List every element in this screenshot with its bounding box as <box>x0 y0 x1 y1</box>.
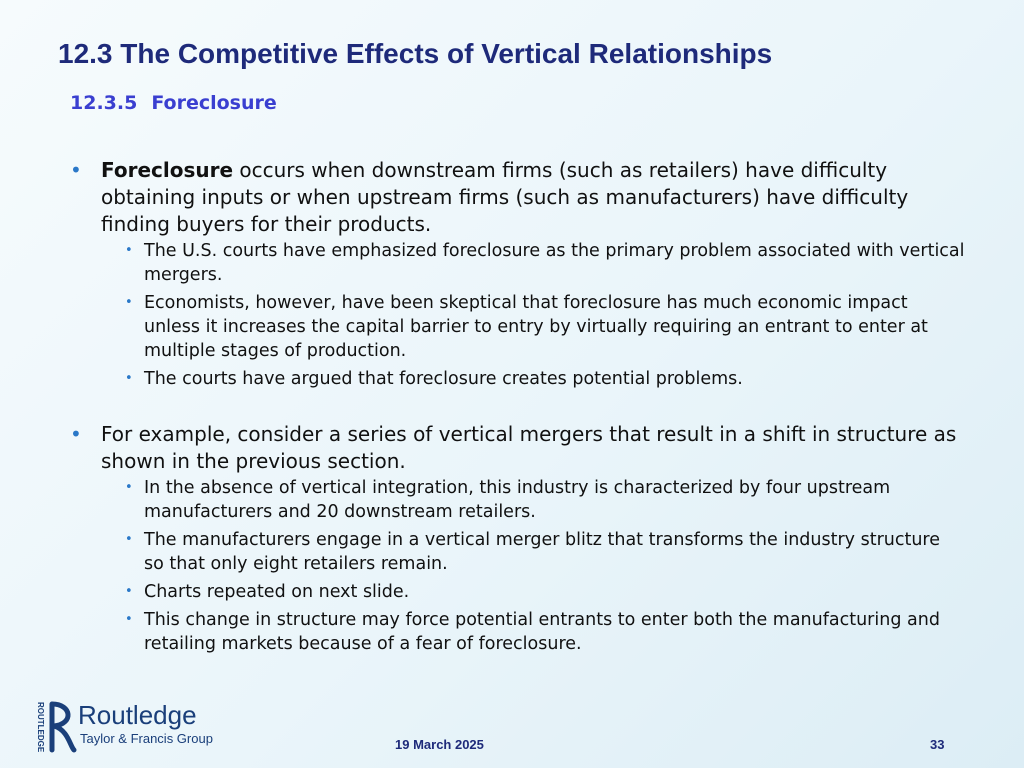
bullet-item <box>70 421 965 656</box>
sub-bullet-text: The manufacturers engage in a vertical merger blitz that transforms the industry structure so that only eight retailers remain. <box>144 530 941 574</box>
sub-bullet-item <box>101 476 965 524</box>
sub-bullet-dot-icon: • <box>125 243 133 258</box>
logo-side-text: ROUTLEDGE <box>36 702 45 753</box>
logo-name: Routledge <box>78 700 197 730</box>
bullet-dot-icon: • <box>70 422 82 446</box>
sub-bullet-text: This change in structure may force potential entrants to enter both the manufacturing and retailing markets because of a fear of foreclosure. <box>144 610 940 654</box>
routledge-r-icon <box>46 700 78 754</box>
sub-bullet-text: The courts have argued that foreclosure creates potential problems. <box>144 369 743 389</box>
page-number: 33 <box>930 737 945 752</box>
sub-bullet-item <box>101 528 965 576</box>
sub-bullet-dot-icon: • <box>125 480 133 495</box>
sub-bullet-dot-icon: • <box>125 584 133 599</box>
sub-bullet-text: Economists, however, have been skeptical that foreclosure has much economic impact unless it increases the capital barrier to entry by virtually requiring an entrant to enter at multiple stages of production. <box>144 293 928 361</box>
sub-bullet-item <box>101 608 965 656</box>
bullet-text: occurs when downstream firms (such as retailers) have difficulty obtaining inputs or when upstream firms (such as manufacturers) have difficulty finding buyers for their products. <box>101 158 909 236</box>
sub-bullet-item <box>101 239 965 287</box>
sub-bullet-text: In the absence of vertical integration, this industry is characterized by four upstream manufacturers and 20 downstream retailers. <box>144 478 891 522</box>
sub-bullet-item <box>101 367 965 391</box>
sub-bullet-dot-icon: • <box>125 532 133 547</box>
sub-bullet-list <box>101 476 965 656</box>
logo-group: Taylor & Francis Group <box>80 731 213 746</box>
sub-bullet-dot-icon: • <box>125 371 133 386</box>
bullet-item <box>70 157 965 391</box>
routledge-logo <box>34 698 224 754</box>
sub-bullet-item <box>101 291 965 363</box>
sub-bullet-text: The U.S. courts have emphasized foreclosure as the primary problem associated with vertical mergers. <box>144 241 965 285</box>
section-title: Foreclosure <box>151 92 277 114</box>
bullet-dot-icon: • <box>70 158 82 182</box>
section-number: 12.3.5 <box>70 92 138 114</box>
sub-bullet-dot-icon: • <box>125 295 133 310</box>
sub-bullet-dot-icon: • <box>125 612 133 627</box>
sub-bullet-item <box>101 580 965 604</box>
bullet-text: For example, consider a series of vertical mergers that result in a shift in structure as shown in the previous section. <box>101 422 957 473</box>
sub-bullet-list <box>101 239 965 391</box>
footer-date: 19 March 2025 <box>395 737 484 752</box>
slide-title: 12.3 The Competitive Effects of Vertical Relationships <box>58 38 773 69</box>
section-heading <box>70 92 277 114</box>
bullet-bold-lead: Foreclosure <box>101 158 234 182</box>
slide-body <box>70 157 965 660</box>
sub-bullet-text: Charts repeated on next slide. <box>144 582 410 602</box>
